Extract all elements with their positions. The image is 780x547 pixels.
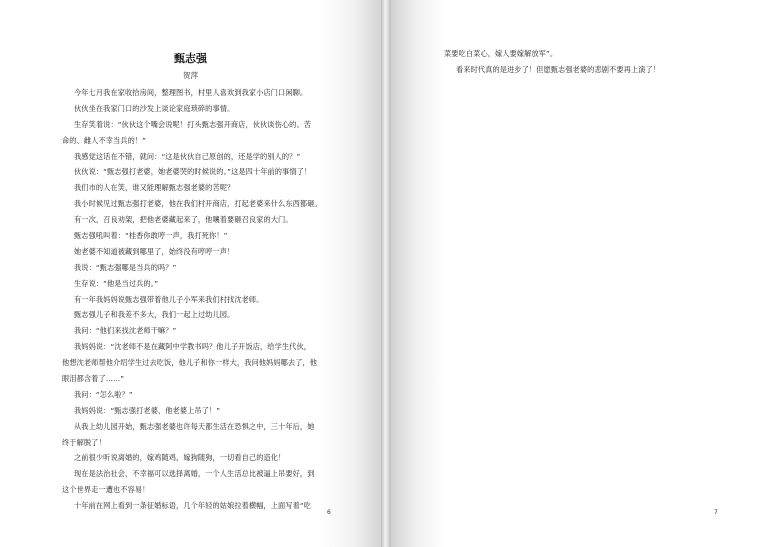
text-line: 我问：“怎么啦？” xyxy=(74,389,133,399)
text-line: 有一次，召良劝架，把他老婆藏起来了，他嚷着要砸召良家的大门。 xyxy=(74,215,293,225)
book-spine xyxy=(381,0,391,547)
text-line: 我问：“他们来找沈老师干嘛？” xyxy=(74,326,177,336)
text-line: 眼泪都含着了……” xyxy=(62,374,125,384)
right-page-body xyxy=(444,46,744,78)
text-line: 甄志强儿子和我差不多大，我们一起上过幼儿园。 xyxy=(74,310,235,320)
text-line: 现在是法治社会，不幸福可以选择离婚，一个人生活总比被逼上吊要好，到 xyxy=(74,469,315,479)
right-page xyxy=(391,0,780,547)
left-page xyxy=(0,0,381,547)
text-line: 伙伙说：“甄志强打老婆，她老婆哭的时候说的。”这是四十年前的事情了！ xyxy=(74,167,312,177)
text-line: 甄志强吼叫着：“桂香你敢哼一声，我打死你！” xyxy=(74,231,228,241)
article-author: 贺萍 xyxy=(183,71,198,80)
text-line: 伙伙坐在我家门口的沙发上谈论家庭琐碎的事情。 xyxy=(74,103,235,113)
text-line: 我小时候见过甄志强打老婆，他在我们村开商店，打起老婆来什么东西都砸。 xyxy=(74,199,322,209)
text-line: 这个世界走一遭也不容易！ xyxy=(62,485,150,495)
text-line: 十年前在网上看到一条征婚标语，几个年轻的姑娘拉着横幅，上面写着“吃 xyxy=(74,501,312,511)
text-line: 菜要吃白菜心，嫁人要嫁解放军”。 xyxy=(444,49,558,58)
text-line: 有一年我妈妈说甄志强带着他儿子小军来我们村找沈老师。 xyxy=(74,294,264,304)
text-line: 我妈妈说：“沈老师不是在藏阿中学教书吗？他儿子开饭店，给学生代伙， xyxy=(74,342,312,352)
page-number-left: 6 xyxy=(327,509,331,516)
text-line: 她老婆不知道被藏到哪里了，始终没有哼哼一声！ xyxy=(74,246,235,256)
article-title: 甄志强 xyxy=(174,52,207,65)
text-line: 今年七月我在家收拾房间，整理图书，村里人喜欢到我家小店门口闲聊。 xyxy=(74,88,308,97)
text-line: 我说：“甄志强哪是当兵的吗？” xyxy=(74,262,177,272)
text-line: 生存说：“他是当过兵的。” xyxy=(74,278,159,288)
text-line: 看来时代真的是进步了！但愿甄志强老婆的悲剧不要再上演了！ xyxy=(456,64,661,74)
text-line: 从我上幼儿园开始，甄志强老婆也许每天都生活在恐惧之中，三十年后，她 xyxy=(74,421,315,431)
text-line: 之前很少听说离婚的，嫁鸡随鸡，嫁狗随狗，一切看自己的造化！ xyxy=(74,453,286,463)
text-line: 命的、雌人不幸当兵的！” xyxy=(62,135,146,145)
text-line: 我感觉这话在不错，就问：“这是伙伙自己原创的，还是学的别人的？” xyxy=(74,151,301,161)
text-line: 我妈妈说：“甄志强打老婆，他老婆上吊了！” xyxy=(74,405,221,415)
left-page-body xyxy=(62,85,337,514)
text-line: 生存笑着说：“伙伙这个嘴会说呢！打头甄志强开商店，伙伙谈伤心的、苦 xyxy=(74,119,312,129)
page-number-right: 7 xyxy=(714,509,718,516)
text-line: 他想沈老师帮他介绍学生过去吃饭，他儿子和你一样大，我问他妈妈哪去了，他 xyxy=(62,358,318,368)
text-line: 终于解脱了！ xyxy=(62,437,106,447)
text-line: 我们市的人在笑，谁又能理解甄志强老婆的苦呢？ xyxy=(74,183,235,193)
